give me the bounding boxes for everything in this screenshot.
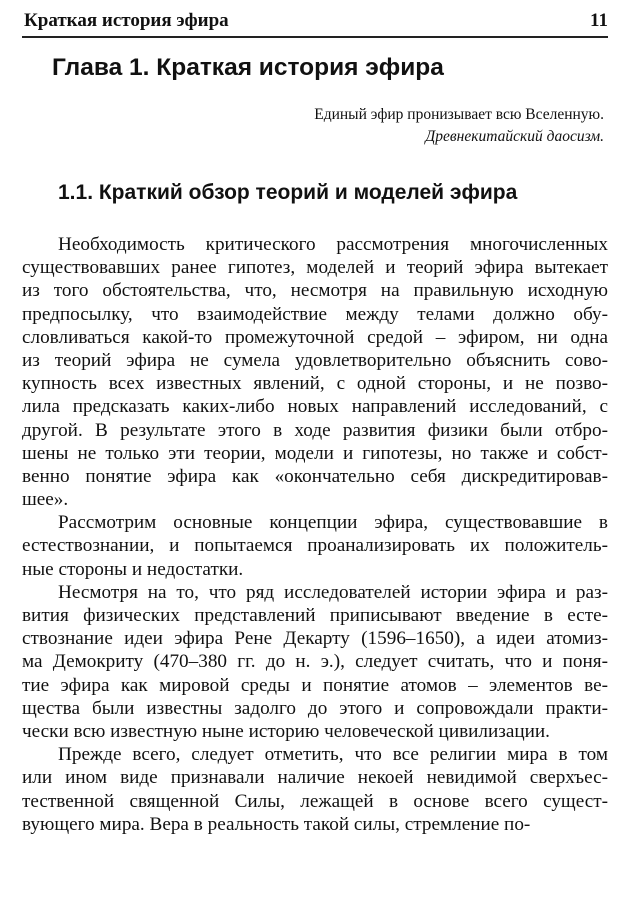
paragraph-line: лила предсказать каких-либо новых направлений исследований, с (22, 396, 608, 418)
paragraph-line: шее». (22, 489, 69, 511)
paragraph-line: из того обстоятельства, что, несмотря на правильную исходную (22, 280, 608, 302)
paragraph-line: тественной священной Силы, лежащей в основе всего сущест- (22, 790, 608, 812)
body-text (22, 233, 608, 836)
paragraph-line: Несмотря на то, что ряд исследователей истории эфира и раз- (58, 581, 608, 603)
paragraph-line: купность всех известных явлений, с одной стороны, и не позво- (22, 373, 608, 395)
paragraph-line: ма Демокриту (470–380 гг. до н. э.), следует считать, что и поня- (22, 651, 608, 673)
paragraph-line: шены не только эти теории, модели и гипотезы, но также и собст- (22, 442, 608, 464)
paragraph-line: ствознание идеи эфира Рене Декарту (1596–1650), а идеи атомиз- (22, 628, 608, 650)
running-head-title: Краткая история эфира (24, 10, 229, 31)
paragraph-line: тие эфира как мировой среды и понятие атомов – элементов ве- (22, 674, 608, 696)
paragraph-line: венно понятие эфира как «окончательно себя дискредитировав- (22, 465, 608, 487)
paragraph-line: предпосылку, что взаимодействие между телами должно обу- (22, 303, 608, 325)
paragraph-line: словливаться какой-то промежуточной средой – эфиром, ни одна (22, 326, 608, 348)
epigraph-source: Древнекитайский даосизм. (425, 128, 604, 145)
epigraph (314, 104, 604, 148)
paragraph-line: ные стороны и недостатки. (22, 558, 244, 580)
chapter-title: Глава 1. Краткая история эфира (52, 54, 444, 81)
section-title: 1.1. Краткий обзор теорий и моделей эфира (58, 181, 518, 204)
paragraph (22, 233, 608, 511)
page-number: 11 (590, 10, 608, 31)
paragraph-line: щества были известны задолго до этого и сопровождали практи- (22, 697, 608, 719)
paragraph-line: Рассмотрим основные концепции эфира, существовавшие в (58, 512, 608, 534)
paragraph-line: существовавших ранее гипотез, моделей и теорий эфира вытекает (22, 257, 608, 279)
paragraph-line: вующего мира. Вера в реальность такой силы, стремление по- (22, 813, 531, 835)
paragraph (22, 511, 608, 581)
paragraph-line: из теорий эфира не сумела удовлетворительно объяснить сово- (22, 349, 608, 371)
paragraph-line: вития физических представлений приписывают введение в есте- (22, 605, 608, 626)
epigraph-quote: Единый эфир пронизывает всю Вселенную. (314, 106, 604, 123)
paragraph (22, 743, 608, 836)
paragraph (22, 581, 608, 743)
paragraph-line: или ином виде признавали наличие некоей невидимой сверхъес- (22, 767, 608, 789)
running-head (22, 6, 608, 38)
paragraph-line: другой. В результате этого в ходе развития физики были отбро- (22, 419, 608, 441)
paragraph-line: Прежде всего, следует отметить, что все религии мира в том (58, 744, 608, 766)
paragraph-line: чески всю известную ныне историю человеческой цивилизации. (22, 720, 550, 742)
paragraph-line: естествознании, и попытаемся проанализировать их положитель- (22, 535, 608, 557)
paragraph-line: Необходимость критического рассмотрения многочисленных (58, 234, 608, 255)
